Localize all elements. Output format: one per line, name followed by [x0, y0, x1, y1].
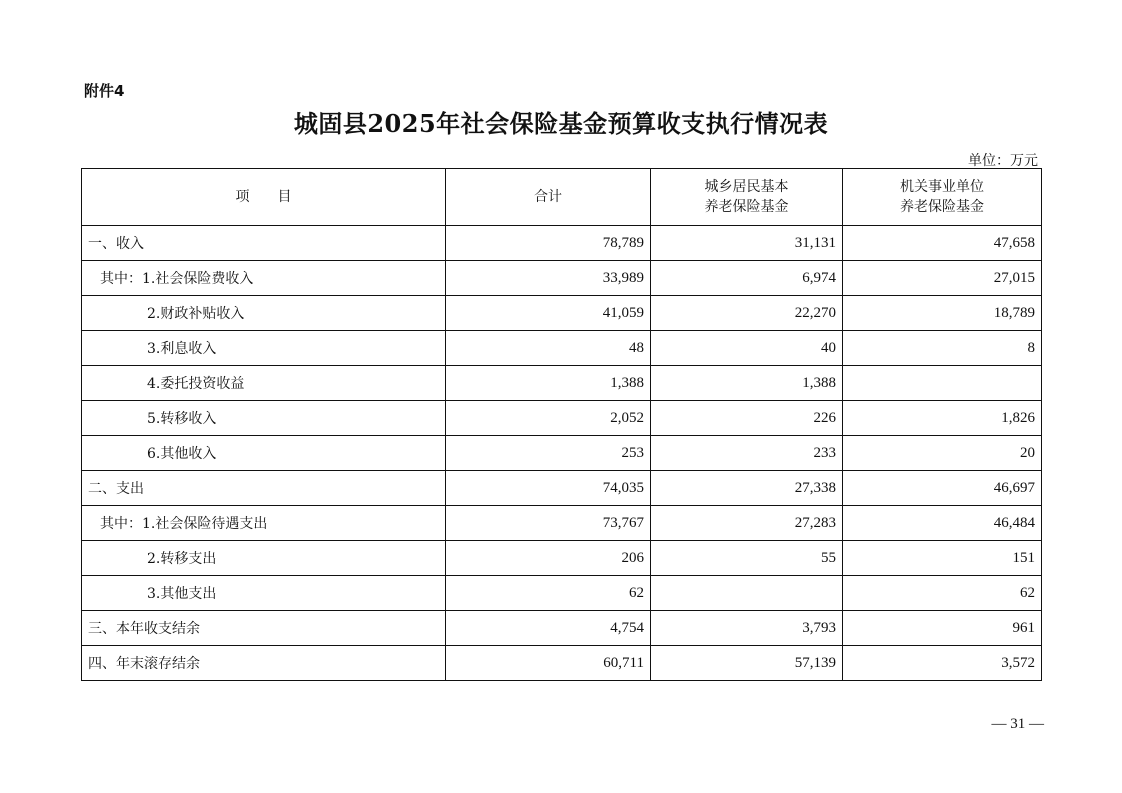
cell-urban-rural: 233 [651, 436, 843, 471]
cell-total: 1,388 [446, 366, 651, 401]
cell-urban-rural: 6,974 [651, 261, 843, 296]
table-row [82, 611, 1042, 646]
unit-label: 单位：万元 [968, 153, 1038, 169]
cell-institution: 62 [843, 576, 1042, 611]
cell-urban-rural: 27,283 [651, 506, 843, 541]
cell-institution: 3,572 [843, 646, 1042, 681]
header-urban-rural-line2: 养老保险基金 [704, 199, 789, 215]
header-institution-line1: 机关事业单位 [900, 179, 984, 195]
row-label: 5.转移收入 [82, 401, 446, 436]
table-row [82, 226, 1042, 261]
header-institution-fund [843, 169, 1042, 226]
table-row [82, 506, 1042, 541]
page-number: — 31 — [991, 716, 1044, 732]
cell-institution: 18,789 [843, 296, 1042, 331]
table-header-row [82, 169, 1042, 226]
cell-urban-rural: 57,139 [651, 646, 843, 681]
cell-total: 253 [446, 436, 651, 471]
cell-total: 60,711 [446, 646, 651, 681]
cell-urban-rural: 40 [651, 331, 843, 366]
cell-urban-rural: 31,131 [651, 226, 843, 261]
cell-urban-rural: 55 [651, 541, 843, 576]
cell-total: 33,989 [446, 261, 651, 296]
row-label: 6.其他收入 [82, 436, 446, 471]
cell-total: 4,754 [446, 611, 651, 646]
row-label: 三、本年收支结余 [82, 611, 446, 646]
row-label: 其中：1.社会保险待遇支出 [82, 506, 446, 541]
row-label: 3.利息收入 [82, 331, 446, 366]
table-row [82, 436, 1042, 471]
table-row [82, 541, 1042, 576]
header-total: 合计 [446, 169, 651, 226]
cell-institution: 151 [843, 541, 1042, 576]
cell-urban-rural [651, 576, 843, 611]
cell-urban-rural: 226 [651, 401, 843, 436]
cell-institution [843, 366, 1042, 401]
header-urban-rural-line1: 城乡居民基本 [704, 179, 789, 195]
cell-urban-rural: 22,270 [651, 296, 843, 331]
table-row [82, 296, 1042, 331]
row-label: 4.委托投资收益 [82, 366, 446, 401]
cell-total: 78,789 [446, 226, 651, 261]
table-row [82, 576, 1042, 611]
row-label: 二、支出 [82, 471, 446, 506]
header-institution-line2: 养老保险基金 [900, 199, 984, 215]
table-row [82, 366, 1042, 401]
cell-institution: 8 [843, 331, 1042, 366]
cell-urban-rural: 3,793 [651, 611, 843, 646]
cell-institution: 1,826 [843, 401, 1042, 436]
row-label: 3.其他支出 [82, 576, 446, 611]
cell-urban-rural: 27,338 [651, 471, 843, 506]
cell-urban-rural: 1,388 [651, 366, 843, 401]
table-row [82, 401, 1042, 436]
cell-institution: 20 [843, 436, 1042, 471]
cell-total: 2,052 [446, 401, 651, 436]
cell-total: 73,767 [446, 506, 651, 541]
budget-table [81, 168, 1042, 681]
cell-institution: 47,658 [843, 226, 1042, 261]
header-item: 项 目 [82, 169, 446, 226]
table-row [82, 261, 1042, 296]
table-row [82, 331, 1042, 366]
header-urban-rural-fund [651, 169, 843, 226]
cell-total: 48 [446, 331, 651, 366]
page-title: 城固县2025年社会保险基金预算收支执行情况表 [293, 109, 829, 138]
cell-total: 206 [446, 541, 651, 576]
cell-institution: 961 [843, 611, 1042, 646]
cell-institution: 27,015 [843, 261, 1042, 296]
table-row [82, 646, 1042, 681]
cell-total: 74,035 [446, 471, 651, 506]
table-row [82, 471, 1042, 506]
cell-institution: 46,484 [843, 506, 1042, 541]
attachment-label: 附件4 [84, 82, 125, 100]
row-label: 一、收入 [82, 226, 446, 261]
row-label: 其中：1.社会保险费收入 [82, 261, 446, 296]
row-label: 四、年末滚存结余 [82, 646, 446, 681]
cell-total: 41,059 [446, 296, 651, 331]
cell-total: 62 [446, 576, 651, 611]
row-label: 2.财政补贴收入 [82, 296, 446, 331]
cell-institution: 46,697 [843, 471, 1042, 506]
row-label: 2.转移支出 [82, 541, 446, 576]
